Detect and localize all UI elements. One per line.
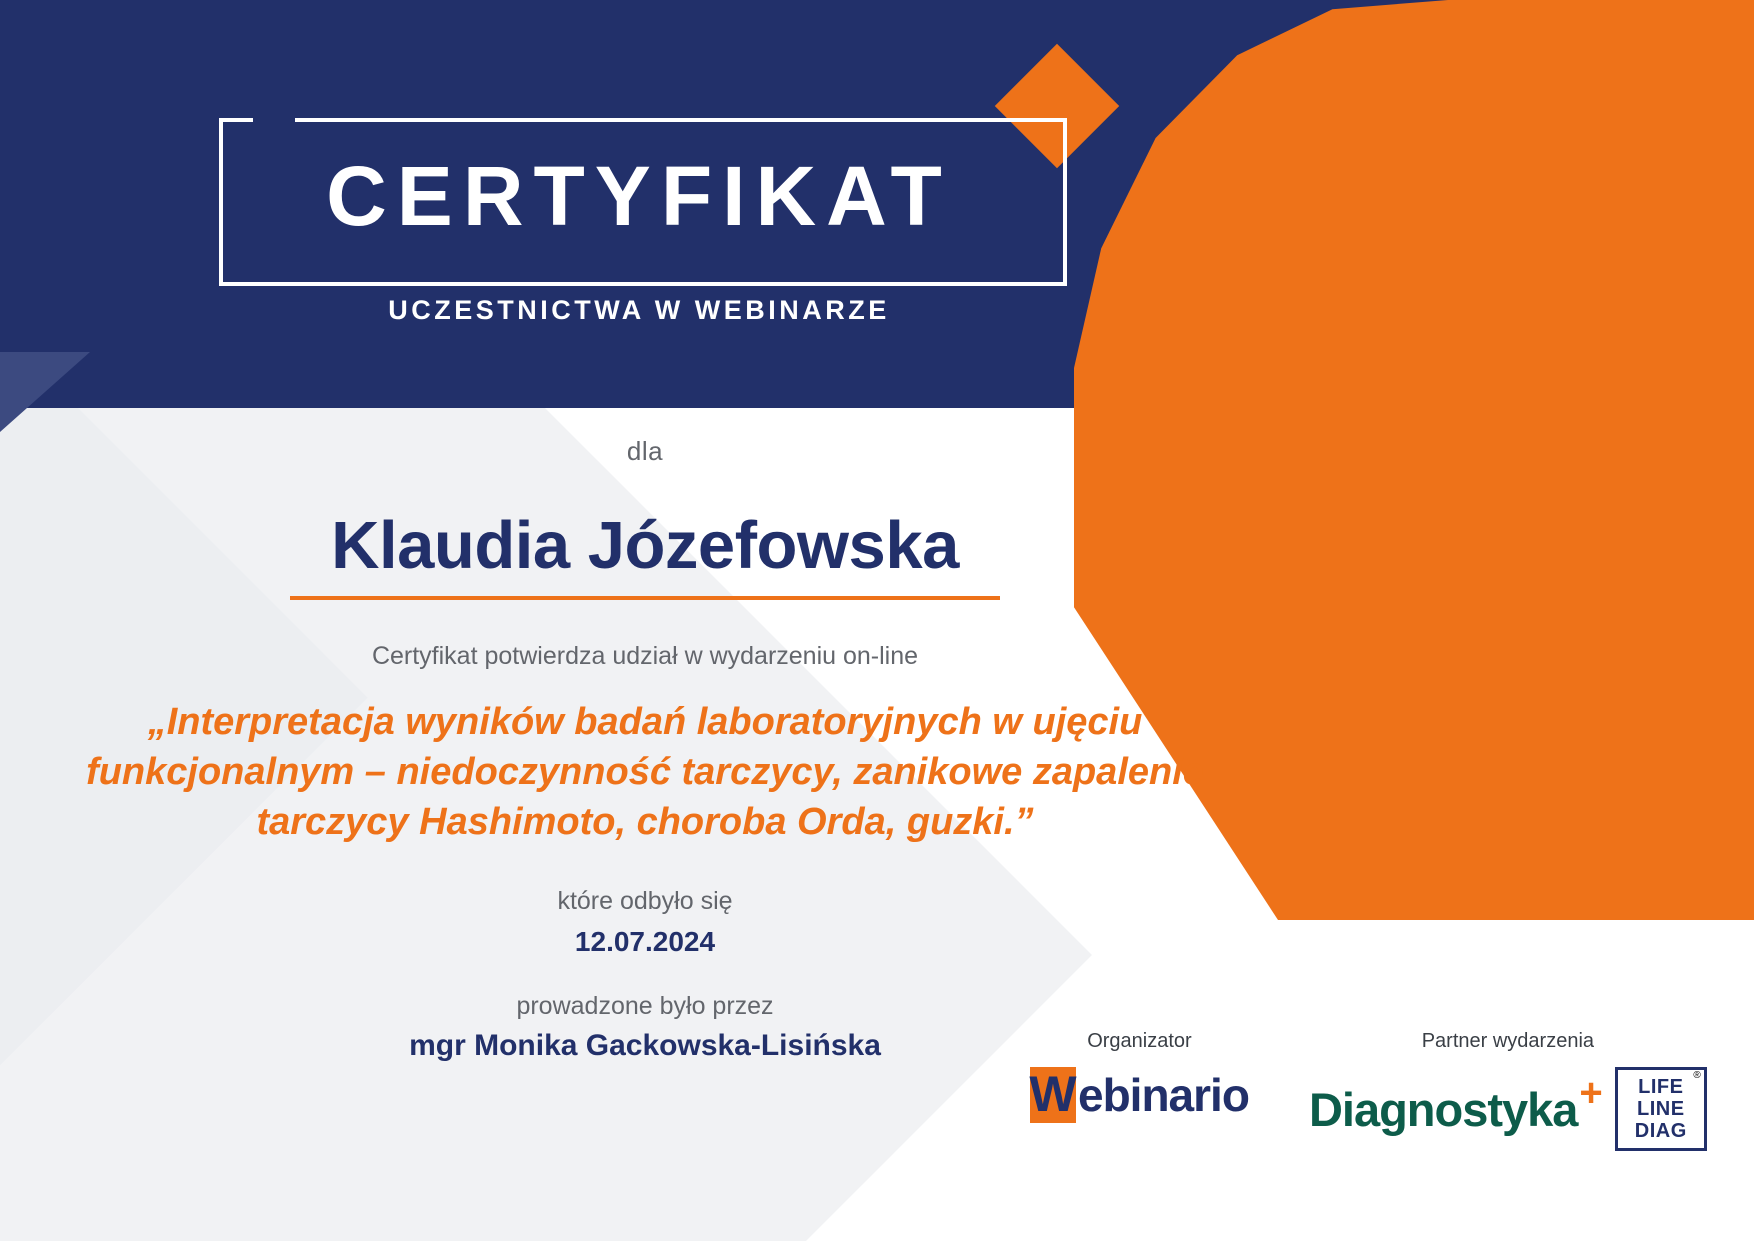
lifeline-line-1: LIFE: [1638, 1076, 1684, 1098]
held-date: 12.07.2024: [574, 926, 716, 957]
diagnostyka-logo: [1309, 1067, 1707, 1151]
lifeline-diag-logo: [1615, 1067, 1707, 1151]
partner-caption: Partner wydarzenia: [1421, 1030, 1595, 1052]
certificate-body: [0, 408, 1290, 1063]
title-frame-gap: [253, 108, 295, 132]
recipient-underline: [290, 596, 1000, 600]
host-label: prowadzone było przez: [516, 992, 774, 1020]
logo-row: [1029, 1030, 1701, 1151]
lifeline-line-2: LINE: [1637, 1098, 1685, 1120]
partner-logo-block: [1309, 1030, 1707, 1151]
confirmation-text: Certyfikat potwierdza udział w wydarzeniu on-line: [371, 642, 919, 670]
organizer-caption: Organizator: [1087, 1030, 1192, 1052]
recipient-name: Klaudia Józefowska: [331, 508, 959, 583]
webinario-mark-icon: [1030, 1067, 1076, 1123]
page-subtitle: UCZESTNICTWA W WEBINARZE: [388, 295, 890, 325]
diagnostyka-plus-icon: +: [1579, 1071, 1603, 1115]
for-label: dla: [626, 436, 664, 466]
webinario-mark-letter: W: [1029, 1066, 1077, 1122]
organizer-logo-block: [1030, 1030, 1249, 1123]
held-label: które odbyło się: [557, 887, 733, 915]
event-title: „Interpretacja wyników badań laboratoryjnych w ujęciu funkcjonalnym – niedoczynność tarczycy, zanikowe zapalenie tarczycy Hashimoto, choroba Orda, guzki.”: [86, 701, 1204, 843]
webinario-wordmark: ebinario: [1078, 1069, 1249, 1121]
lifeline-line-3: DIAG: [1634, 1120, 1687, 1142]
webinario-logo: [1030, 1067, 1249, 1123]
diagnostyka-wordmark: Diagnostyka: [1308, 1082, 1578, 1136]
registered-trademark-icon: ®: [1693, 1070, 1701, 1081]
host-name: mgr Monika Gackowska-Lisińska: [409, 1029, 881, 1062]
page-title: CERTYFIKAT: [326, 149, 952, 243]
